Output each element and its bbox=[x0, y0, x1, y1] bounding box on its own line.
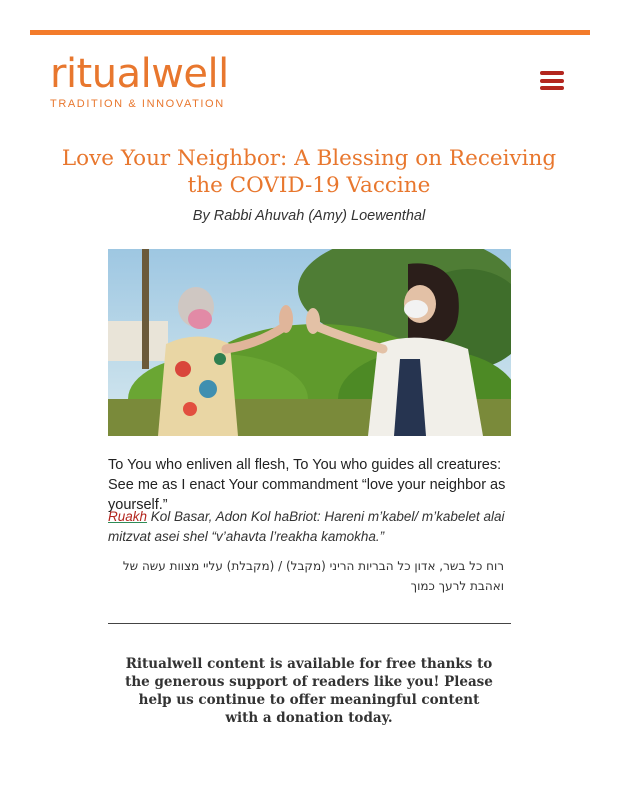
logo-tagline: TRADITION & INNOVATION bbox=[50, 98, 225, 110]
blessing-transliteration bbox=[108, 507, 518, 547]
article-byline: By Rabbi Ahuvah (Amy) Loewenthal bbox=[192, 208, 426, 224]
transliteration-text: Kol Basar, Adon Kol haBriot: Hareni m’kabel/ m’kabelet alai mitzvat asei shel “v’ahavta l’reakha kamokha.” bbox=[108, 509, 505, 544]
section-divider bbox=[108, 623, 511, 624]
article-photo bbox=[108, 249, 511, 436]
site-logo[interactable] bbox=[50, 52, 229, 110]
article-title: Love Your Neighbor: A Blessing on Receiving the COVID-19 Vaccine bbox=[61, 146, 557, 198]
blessing-hebrew: רוח כל בשר, אדון כל הבריות הריני (מקבל) / (מקבלת) עליי מצוות עשה של ואהבת לרעך כמוך bbox=[122, 559, 504, 593]
donation-message: Ritualwell content is available for free thanks to the generous support of readers like you! Please help us continue to offer meaningful content with a donation today. bbox=[125, 656, 493, 726]
blessing-english: To You who enliven all flesh, To You who guides all creatures: See me as I enact Your commandment “love your neighbor as yourself.” bbox=[108, 457, 506, 513]
hamburger-menu-icon[interactable] bbox=[540, 71, 564, 90]
top-accent-bar bbox=[30, 30, 590, 35]
ruakh-link[interactable]: Ruakh bbox=[108, 509, 148, 524]
logo-wordmark: ritualwell bbox=[50, 51, 229, 97]
